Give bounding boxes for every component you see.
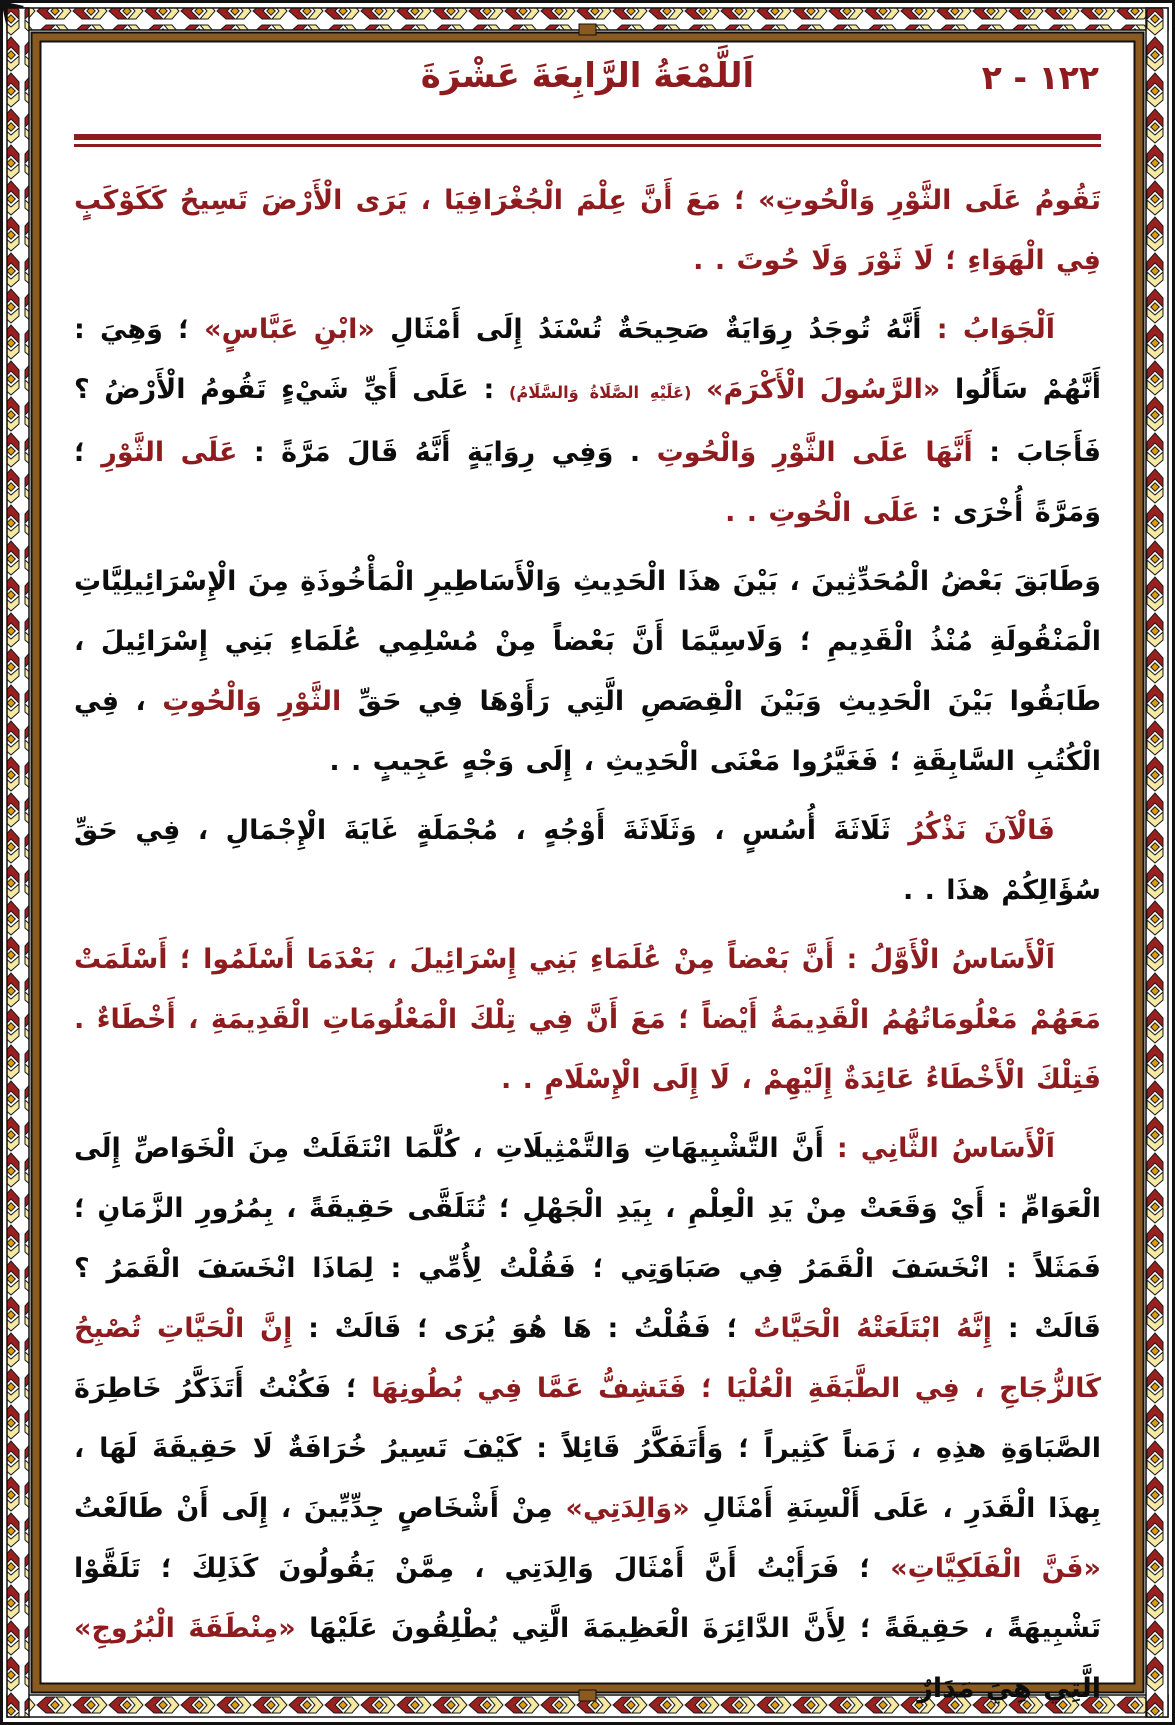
text-run-black: الَّتِي هِيَ مَدَارٌ	[917, 1673, 1101, 1704]
text-run-red: «الرَّسُولَ الْأَكْرَمَ»	[691, 374, 941, 405]
text-run-black: ؛ وَمَرَّةً أُخْرَى :	[74, 437, 1101, 528]
text-run-red: عَلَى الثَّوْرِ	[101, 437, 238, 468]
text-run-black: ؛ فَرَأَيْتُ أَنَّ أَمْثَالَ وَالِدَتِي ، مِمَّنْ يَقُولُونَ كَذَلِكَ ؛ تَلَقَّوْا تَشْبِيهَةً ، حَقِيقَةً ؛ لِأَنَّ الدَّائِرَةَ الْعَظِيمَةَ الَّتِي يُطْلِقُونَ عَلَيْهَا	[74, 1553, 1101, 1644]
honorific-run: (عَلَيْهِ الصَّلَاةُ وَالسَّلَامُ)	[508, 383, 692, 402]
text-run-black: ثَلَاثَةَ أُسُسٍ ، وَثَلَاثَةَ أَوْجُهٍ ، مُجْمَلَةٍ غَايَةَ الْإِجْمَالِ ، فِي حَقِّ سُؤَالِكُمْ هذَا . .	[74, 815, 1101, 906]
text-run-red: «ابْنِ عَبَّاسٍ»	[204, 314, 375, 345]
paragraph	[74, 930, 1101, 1110]
text-run-black: . وَفِي رِوَايَةٍ أَنَّهُ قَالَ مَرَّةً :	[237, 437, 657, 468]
text-run-black: مِنْ أَشْخَاصٍ جِدِّيِّينَ ، إِلَى أَنْ طَالَعْتُ	[74, 1493, 566, 1524]
text-run-red: اَلْأَسَاسُ الْأَوَّلُ : أَنَّ بَعْضاً مِنْ عُلَمَاءِ بَنِي إِسْرَائِيلَ ، بَعْدَمَا أَسْلَمُوا ؛ أَسْلَمَتْ مَعَهُمْ مَعْلُومَاتُهُمُ الْقَدِيمَةُ أَيْضاً ؛ مَعَ أَنَّ فِي تِلْكَ الْمَعْلُومَاتِ الْقَدِيمَةِ ، أَخْطَاءٌ . فَتِلْكَ الْأَخْطَاءُ عَائِدَةٌ إِلَيْهِمْ ، لَا إِلَى الْإِسْلَامِ . .	[74, 944, 1101, 1095]
text-run-black: ؛ فَكُنْتُ أَتَذَكَّرُ خَاطِرَةَ الصَّبَاوَةِ هذِهِ ، زَمَناً كَثِيراً ؛ وَأَتَفَكَّرُ قَائِلاً : كَيْفَ تَسِيرُ خُرَافَةٌ لَا حَقِيقَةَ لَهَا ، بِهذَا الْقَدَرِ ، عَلَى أَلْسِنَةِ أَمْثَالِ	[74, 1373, 1101, 1524]
text-run-red: «فَنَّ الْفَلَكِيَّاتِ»	[890, 1553, 1101, 1584]
text-run-red: اَلْجَوَابُ :	[921, 314, 1055, 345]
paragraph	[74, 801, 1101, 921]
text-run-red: تَقُومُ عَلَى الثَّوْرِ وَالْحُوتِ» ؛ مَعَ أَنَّ عِلْمَ الْجُغْرَافِيَا ، يَرَى الْأَرْضَ تَسِيحُ كَكَوْكَبٍ فِي الْهَوَاءِ ؛ لَا ثَوْرَ وَلَا حُوتَ . .	[74, 185, 1101, 276]
paragraph	[74, 1119, 1101, 1719]
text-run-red: الثَّوْرِ وَالْحُوتِ	[162, 686, 342, 717]
header-rule-thin-line	[74, 144, 1101, 147]
text-run-black: وَطَابَقَ بَعْضُ الْمُحَدِّثِينَ ، بَيْنَ هذَا الْحَدِيثِ وَالْأَسَاطِيرِ الْمَأْخُوذَةِ مِنَ الْإِسْرَائِيلِيَّاتِ الْمَنْقُولَةِ مُنْذُ الْقَدِيمِ ؛ وَلَاسِيَّمَا أَنَّ بَعْضاً مِنْ مُسْلِمِي عُلَمَاءِ بَنِي إِسْرَائِيلَ ، طَابَقُوا بَيْنَ الْحَدِيثِ وَبَيْنَ الْقِصَصِ الَّتِي رَأَوْهَا فِي حَقِّ	[74, 566, 1101, 717]
page-title: اَللَّمْعَةُ الرَّابِعَةَ عَشْرَةَ	[420, 56, 755, 96]
text-run-red: «مِنْطَقَةَ الْبُرُوجِ»	[74, 1613, 296, 1644]
text-run-red: فَالْآنَ نَذْكُرُ	[890, 815, 1055, 846]
text-run-black: أَنَّهُ تُوجَدُ رِوَايَةٌ صَحِيحَةٌ تُسْنَدُ إِلَى أَمْثَالِ	[374, 314, 922, 345]
text-run-black: أَنَّ التَّشْبِيهَاتِ وَالتَّمْثِيلَاتِ ، كُلَّمَا انْتَقَلَتْ مِنَ الْخَوَاصِّ إِلَى الْعَوَامِّ : أَيْ وَقَعَتْ مِنْ يَدِ الْعِلْمِ ، بِيَدِ الْجَهْلِ ؛ تُتَلَقَّى حَقِيقَةً ، بِمُرُورِ الزَّمَانِ ؛ فَمَثَلاً : انْخَسَفَ الْقَمَرُ فِي صَبَاوَتِي ؛ فَقُلْتُ لِأُمِّي : لِمَاذَا انْخَسَفَ الْقَمَرُ ؟ قَالَتْ :	[74, 1133, 1101, 1344]
paragraph	[74, 171, 1101, 291]
header-rule	[74, 134, 1101, 147]
text-run-black: ، فِي الْكُتُبِ السَّابِقَةِ ؛ فَغَيَّرُوا مَعْنَى الْحَدِيثِ ، إِلَى وَجْهٍ عَجِيبٍ . .	[74, 686, 1101, 777]
text-run-red: اَلْأَسَاسُ الثَّانِي :	[823, 1133, 1056, 1164]
text-run-red: أَنَّهَا عَلَى الثَّوْرِ وَالْحُوتِ	[656, 437, 973, 468]
text-run-black: ؛ فَقُلْتُ : هَا هُوَ يُرَى ؛ قَالَتْ :	[292, 1313, 754, 1344]
text-run-red: عَلَى الْحُوتِ . .	[725, 497, 920, 528]
text-run-black: ؛ وَهِيَ : أَنَّهُمْ سَأَلُوا	[74, 314, 1101, 405]
paragraph	[74, 552, 1101, 792]
text-run-red: إِنَّ الْحَيَّاتِ تُصْبِحُ كَالزُّجَاجِ ، فِي الطَّبَقَةِ الْعُلْيَا ؛ فَتَشِفُّ عَمَّا فِي بُطُونِهَا	[74, 1313, 1102, 1404]
text-run-red: «وَالِدَتِي»	[565, 1493, 690, 1524]
header	[72, 46, 1103, 120]
page-number: ١٢٢ - ٢	[981, 58, 1099, 97]
text-run-black: : عَلَى أَيِّ شَيْءٍ تَقُومُ الْأَرْضُ ؟ فَأَجَابَ :	[74, 374, 1102, 468]
paragraph	[74, 300, 1101, 543]
body-text	[72, 165, 1103, 1719]
text-run-red: إِنَّهُ ابْتَلَعَتْهُ الْحَيَّاتُ	[753, 1313, 992, 1344]
